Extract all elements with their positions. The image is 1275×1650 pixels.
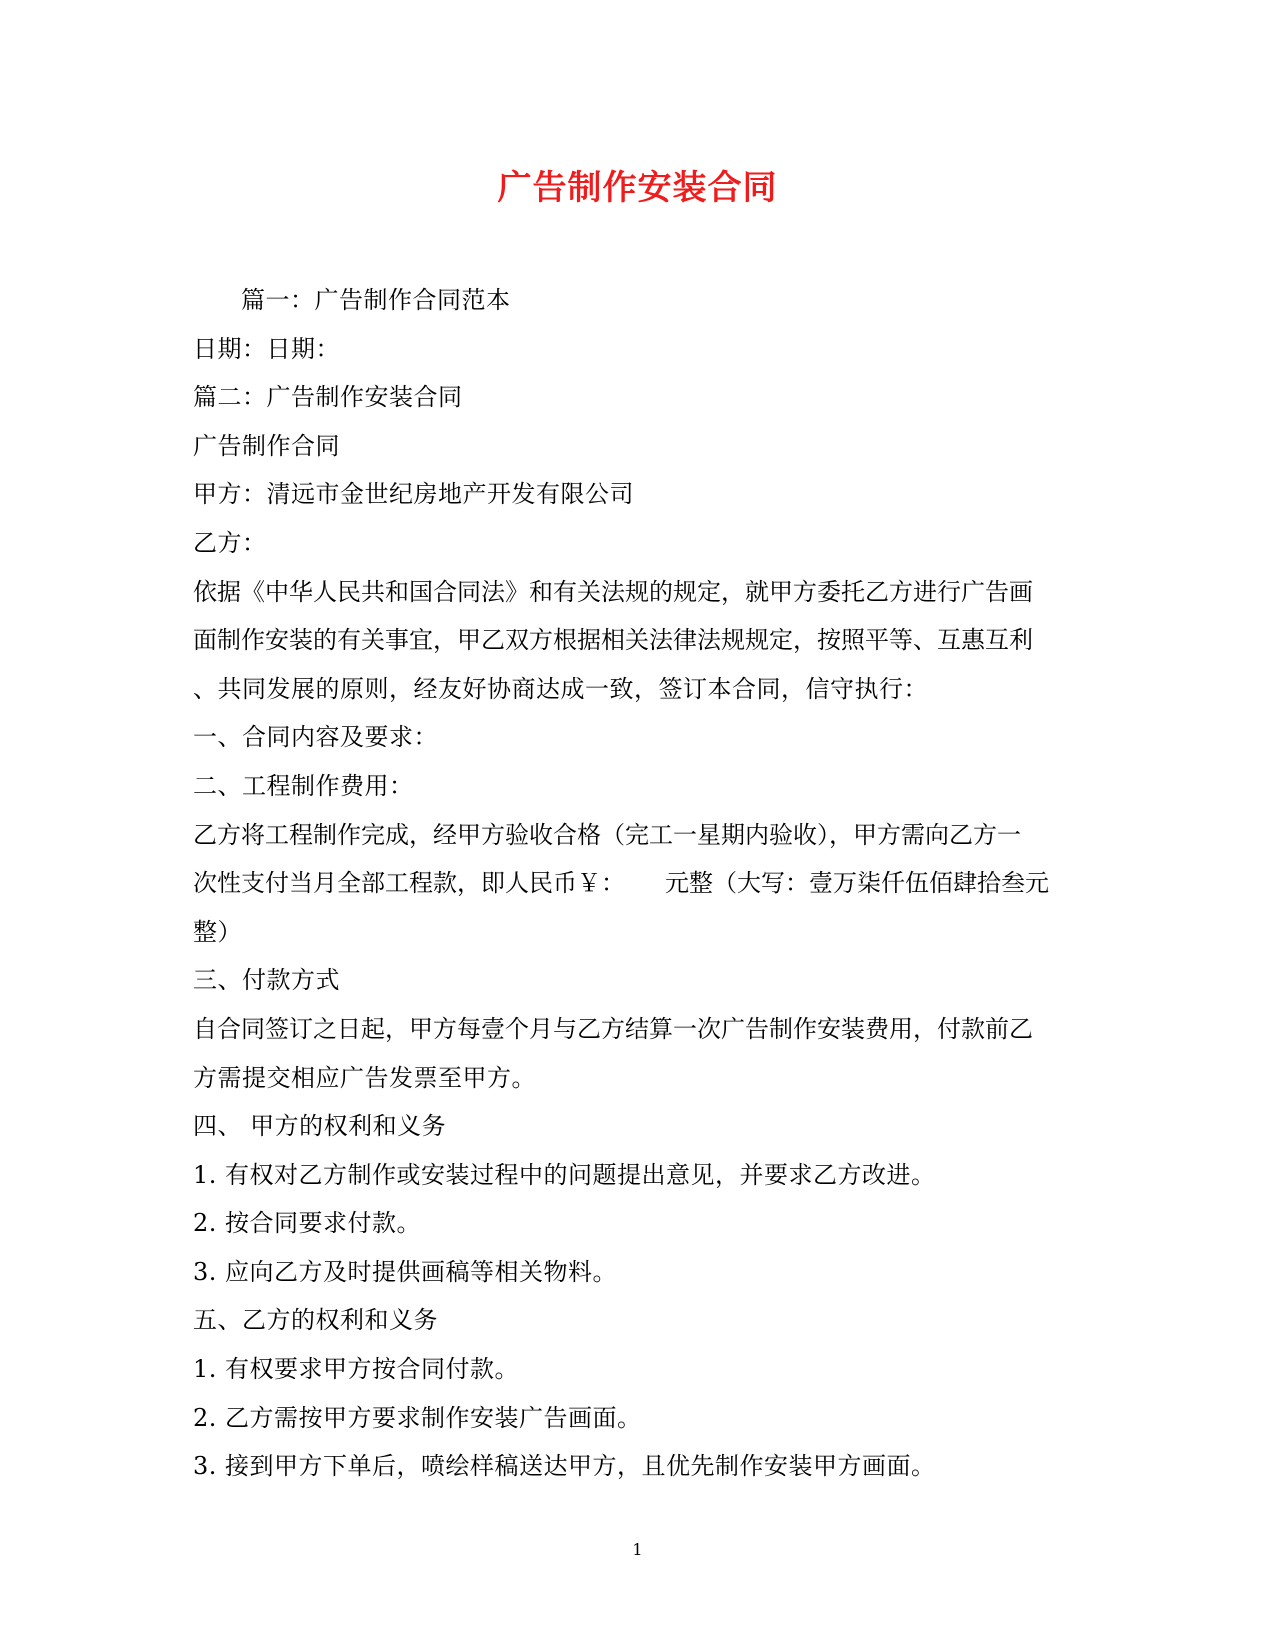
document-title: 广告制作安装合同 xyxy=(497,168,778,208)
page-number: 1 xyxy=(632,1540,643,1559)
clause-3-heading: 三、付款方式 xyxy=(193,966,340,995)
clause-4-heading: 四、 甲方的权利和义务 xyxy=(193,1112,447,1141)
section-heading-part-one: 篇一：广告制作合同范本 xyxy=(241,286,511,314)
clause-5-item-2: 2. 乙方需按甲方要求制作安装广告画面。 xyxy=(193,1403,642,1432)
payment-amount-suffix: 元整（大写：壹万柒仟伍佰肆拾叁元 xyxy=(665,869,1049,898)
clause-2-text-line-2 xyxy=(193,859,1073,908)
clause-2-heading: 二、工程制作费用： xyxy=(193,771,414,800)
document-body xyxy=(193,276,1073,1491)
clause-2-text-line-1: 乙方将工程制作完成，经甲方验收合格（完工一星期内验收），甲方需向乙方一 xyxy=(193,820,1021,849)
preamble-line-2: 面制作安装的有关事宜，甲乙双方根据相关法律法规规定，按照平等、互惠互利 xyxy=(193,626,1033,655)
clause-1-heading: 一、合同内容及要求： xyxy=(193,723,438,752)
party-b-line: 乙方： xyxy=(193,528,267,557)
clause-4-item-2: 2. 按合同要求付款。 xyxy=(193,1209,422,1238)
preamble-line-1: 依据《中华人民共和国合同法》和有关法规的规定，就甲方委托乙方进行广告画 xyxy=(193,577,1033,606)
clause-4-item-1: 1. 有权对乙方制作或安装过程中的问题提出意见，并要求乙方改进。 xyxy=(193,1160,936,1189)
payment-amount-prefix: 次性支付当月全部工程款，即人民币￥： xyxy=(193,869,625,898)
contract-subtitle: 广告制作合同 xyxy=(193,431,340,460)
clause-5-item-3: 3. 接到甲方下单后，喷绘样稿送达甲方，且优先制作安装甲方画面。 xyxy=(193,1452,936,1481)
section-heading-part-two: 篇二：广告制作安装合同 xyxy=(193,383,463,412)
date-line: 日期：日期： xyxy=(193,334,340,363)
clause-3-text-line-1: 自合同签订之日起，甲方每壹个月与乙方结算一次广告制作安装费用，付款前乙 xyxy=(193,1014,1033,1043)
clause-4-item-3: 3. 应向乙方及时提供画稿等相关物料。 xyxy=(193,1257,618,1286)
clause-5-item-1: 1. 有权要求甲方按合同付款。 xyxy=(193,1355,520,1384)
clause-5-heading: 五、乙方的权利和义务 xyxy=(193,1306,438,1335)
party-a-line: 甲方：清远市金世纪房地产开发有限公司 xyxy=(193,480,634,509)
clause-3-text-line-2: 方需提交相应广告发票至甲方。 xyxy=(193,1063,536,1092)
clause-2-text-line-3: 整） xyxy=(193,917,242,946)
preamble-line-3: 、共同发展的原则，经友好协商达成一致，签订本合同，信守执行： xyxy=(193,674,928,703)
